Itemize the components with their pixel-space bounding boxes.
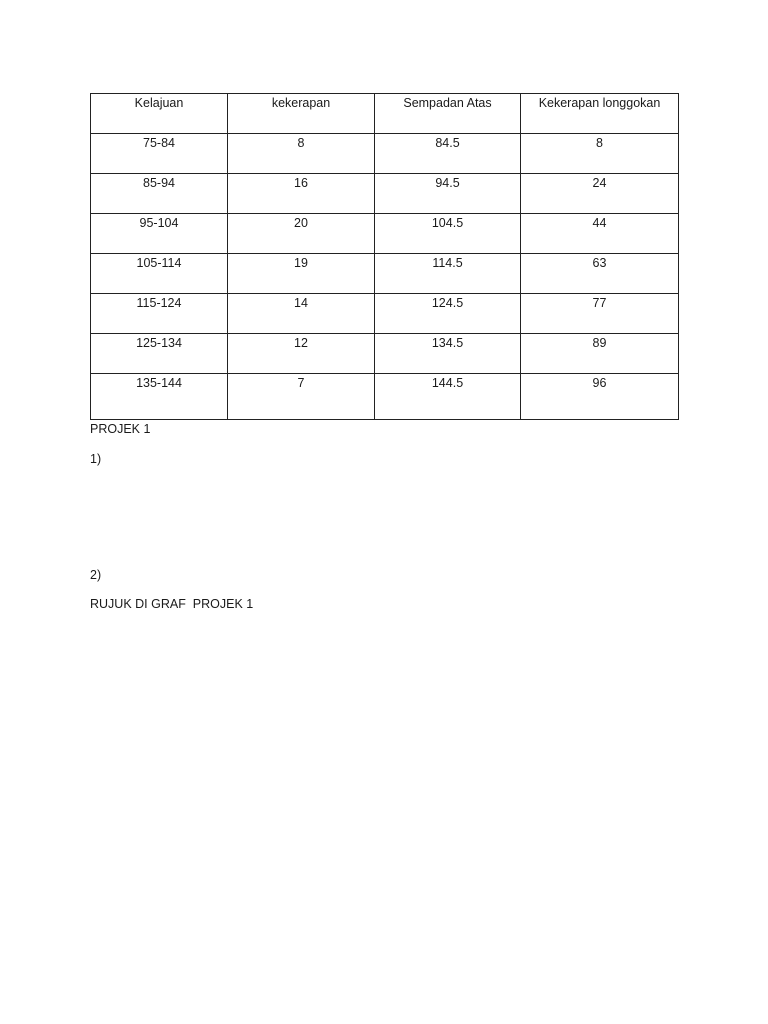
cell-kekerapan-longgokan: 77 (592, 296, 607, 310)
cell-sempadan-atas: 124.5 (431, 296, 464, 310)
table-cell (375, 294, 521, 334)
cell-kekerapan-longgokan: 89 (592, 336, 607, 350)
cell-kekerapan: 19 (294, 256, 308, 270)
table-row (91, 174, 679, 214)
table-cell (521, 254, 679, 294)
table-cell (521, 334, 679, 374)
table-cell (521, 174, 679, 214)
cell-sempadan-atas: 134.5 (431, 336, 464, 350)
header-cell (91, 94, 228, 134)
cell-sempadan-atas: 144.5 (431, 376, 464, 390)
cell-kelajuan: 95-104 (139, 216, 179, 230)
table-cell (228, 254, 375, 294)
table-cell (91, 134, 228, 174)
table-cell (521, 134, 679, 174)
cell-kelajuan: 105-114 (136, 256, 182, 270)
table-cell (228, 134, 375, 174)
table-cell (375, 214, 521, 254)
table-cell (375, 134, 521, 174)
cell-kekerapan-longgokan: 24 (592, 176, 607, 190)
table-cell (91, 214, 228, 254)
table-row (91, 134, 679, 174)
header-kekerapan: kekerapan (271, 96, 331, 110)
table-cell (521, 374, 679, 420)
table-cell (375, 174, 521, 214)
cell-kelajuan: 125-134 (136, 336, 182, 350)
table-cell (521, 294, 679, 334)
cell-kekerapan-longgokan: 63 (592, 256, 607, 270)
cell-kekerapan: 20 (294, 216, 308, 230)
cell-kekerapan: 16 (294, 176, 308, 190)
cell-kekerapan: 7 (297, 376, 305, 390)
question-2-label: 2) (90, 568, 102, 582)
table-row (91, 254, 679, 294)
table-cell (91, 294, 228, 334)
cell-sempadan-atas: 104.5 (431, 216, 464, 230)
cell-kekerapan: 14 (294, 296, 308, 310)
cell-kelajuan: 115-124 (136, 296, 182, 310)
graph-reference-text: RUJUK DI GRAF PROJEK 1 (90, 597, 254, 611)
project-title: PROJEK 1 (90, 422, 151, 436)
header-cell (521, 94, 679, 134)
cell-kekerapan-longgokan: 44 (592, 216, 607, 230)
header-kelajuan: Kelajuan (134, 96, 184, 110)
table-cell (91, 374, 228, 420)
cell-sempadan-atas: 94.5 (435, 176, 460, 190)
table-cell (91, 334, 228, 374)
cell-kelajuan: 135-144 (136, 376, 182, 390)
header-sempadan-atas: Sempadan Atas (403, 96, 492, 110)
table-cell (91, 174, 228, 214)
table-cell (375, 374, 521, 420)
table-cell (228, 214, 375, 254)
table-cell (521, 214, 679, 254)
cell-sempadan-atas: 114.5 (432, 256, 463, 270)
table-cell (228, 334, 375, 374)
cell-kekerapan: 12 (294, 336, 308, 350)
header-kekerapan-longgokan: Kekerapan longgokan (538, 96, 661, 110)
frequency-table (90, 93, 679, 420)
table-cell (228, 174, 375, 214)
cell-kekerapan: 8 (297, 136, 305, 150)
table-row (91, 374, 679, 420)
table-cell (228, 294, 375, 334)
table-cell (91, 254, 228, 294)
table-row (91, 334, 679, 374)
question-1-label: 1) (90, 452, 102, 466)
cell-kekerapan-longgokan: 8 (596, 136, 603, 150)
cell-sempadan-atas: 84.5 (435, 136, 460, 150)
cell-kelajuan: 75-84 (143, 136, 175, 150)
table-cell (375, 334, 521, 374)
header-cell (228, 94, 375, 134)
cell-kekerapan-longgokan: 96 (592, 376, 607, 390)
table-cell (375, 254, 521, 294)
table-header-row (91, 94, 679, 134)
table-row (91, 294, 679, 334)
table-row (91, 214, 679, 254)
header-cell (375, 94, 521, 134)
cell-kelajuan: 85-94 (143, 176, 175, 190)
table-cell (228, 374, 375, 420)
